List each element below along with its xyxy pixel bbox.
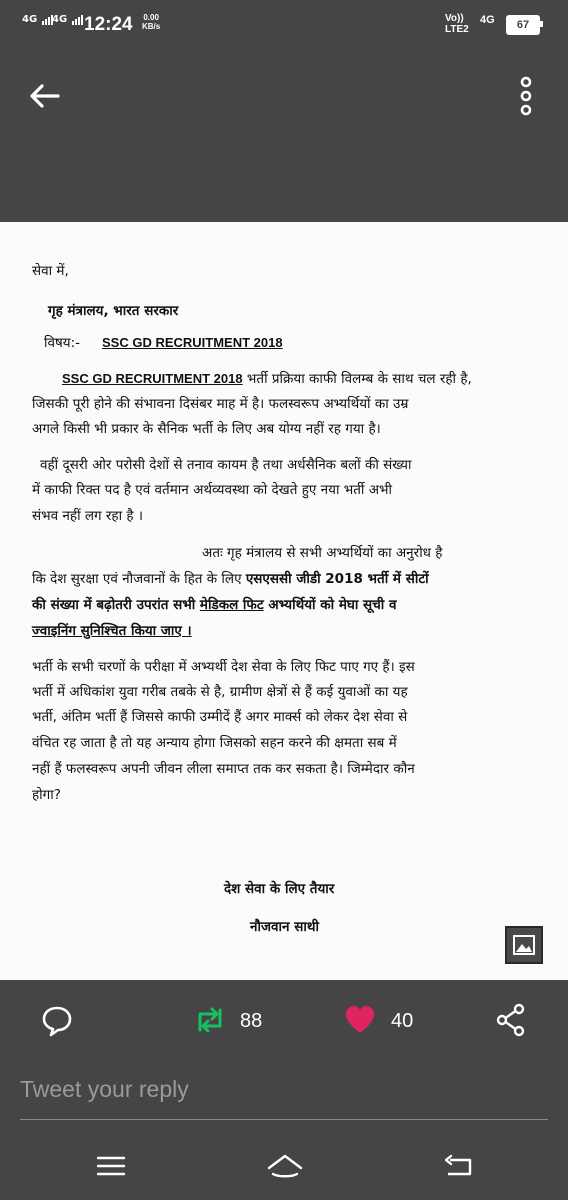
para3-line1: अतः गृह मंत्रालय से सभी अभ्यर्थियों का अनुरोध है: [202, 545, 443, 561]
network-type: 4G: [480, 14, 495, 26]
para4-line6: होगा?: [32, 787, 61, 803]
para4-line5: नहीं हैं फलस्वरूप अपनी जीवन लीला समाप्त तक कर सकता है। जिम्मेदार कौन: [32, 761, 415, 777]
para2-line3: संभव नहीं लग रहा है ।: [32, 508, 143, 524]
para4-line1: भर्ती के सभी चरणों के परीक्षा में अभ्यर्थी देश सेवा के लिए फिट पाए गए हैं। इस: [32, 659, 415, 675]
back-button[interactable]: [26, 78, 66, 114]
retweet-icon: [190, 1002, 230, 1038]
heart-icon: [343, 1002, 377, 1038]
addressee: गृह मंत्रालय, भारत सरकार: [48, 303, 179, 319]
subject-label: विषय:-: [44, 335, 81, 351]
comment-icon: [40, 1002, 74, 1038]
battery-indicator: 67: [506, 15, 540, 35]
more-options-button[interactable]: [512, 74, 540, 118]
share-button[interactable]: [494, 1002, 528, 1038]
nav-back-button[interactable]: [442, 1152, 476, 1180]
home-icon: [266, 1152, 304, 1180]
top-toolbar: [0, 52, 568, 222]
share-icon: [494, 1002, 528, 1038]
para3-line2: कि देश सुरक्षा एवं नौजवानों के हित के लिए एसएससी जीडी 2018 भर्ती में सीटों: [32, 571, 429, 587]
back-icon: [442, 1152, 476, 1180]
system-nav-bar: [0, 1130, 568, 1200]
retweet-count: 88: [240, 1010, 263, 1032]
para1-line1: SSC GD RECRUITMENT 2018 भर्ती प्रक्रिया काफी विलम्ब के साथ चल रही है,: [62, 371, 472, 387]
para4-line2: भर्ती में अधिकांश युवा गरीब तबके से है, ग्रामीण क्षेत्रों से हैं कई युवाओं का यह: [32, 684, 408, 700]
signature-line2: नौजवान साथी: [250, 919, 319, 935]
sim2-signal: 4G: [52, 14, 84, 25]
reply-underline: [20, 1119, 548, 1120]
subject: SSC GD RECRUITMENT 2018: [102, 335, 283, 350]
clock: 12:24: [84, 14, 133, 35]
nav-menu-button[interactable]: [94, 1152, 128, 1180]
reply-input[interactable]: Tweet your reply: [20, 1076, 189, 1102]
menu-icon: [94, 1152, 128, 1180]
view-image-button[interactable]: [505, 926, 543, 964]
image-icon: [507, 928, 541, 962]
tweet-actions: [0, 980, 568, 1064]
para2-line2: में काफी रिक्त पद है एवं वर्तमान अर्थव्यवस्था को देखते हुए नया भर्ती अभी: [32, 482, 393, 498]
sim1-signal: 4G: [22, 14, 54, 25]
volte-indicator: Vo)) LTE2: [445, 13, 469, 35]
para2-line1: वहीं दूसरी ओर परोसी देशों से तनाव कायम है तथा अर्धसैनिक बलों की संख्या: [40, 457, 412, 473]
para1-line2: जिसकी पूरी होने की संभावना दिसंबर माह में है। फलस्वरूप अभ्यर्थियों का उम्र: [32, 396, 409, 412]
salutation: सेवा में,: [32, 263, 69, 279]
para1-line3: अगले किसी भी प्रकार के सैनिक भर्ती के लिए अब योग्य नहीं रह गया है।: [32, 421, 381, 437]
para3-line4: ज्वाइनिंग सुनिश्चित किया जाए ।: [32, 623, 192, 639]
like-count: 40: [391, 1010, 414, 1032]
signature-line1: देश सेवा के लिए तैयार: [224, 881, 335, 897]
battery-tip: [540, 21, 543, 27]
para3-line3: की संख्या में बढ़ोतरी उपरांत सभी मेडिकल फिट अभ्यर्थियों को मेघा सूची व: [32, 597, 397, 613]
like-button[interactable]: [343, 1002, 377, 1038]
para4-line3: भर्ती, अंतिम भर्ती हैं जिससे काफी उम्मीदें हैं अगर मार्क्स को लेकर देश सेवा से: [32, 709, 408, 725]
status-bar: [0, 0, 568, 52]
more-vertical-icon: [512, 74, 540, 118]
letter-image[interactable]: [0, 222, 568, 980]
retweet-button[interactable]: [190, 1002, 230, 1038]
para4-line4: वंचित रह जाता है तो यह अन्याय होगा जिसको सहन करने की क्षमता सब में: [32, 735, 397, 751]
network-speed: 0.00 KB/s: [142, 13, 161, 31]
nav-home-button[interactable]: [266, 1152, 304, 1180]
reply-button[interactable]: [40, 1002, 74, 1038]
arrow-left-icon: [26, 78, 66, 114]
